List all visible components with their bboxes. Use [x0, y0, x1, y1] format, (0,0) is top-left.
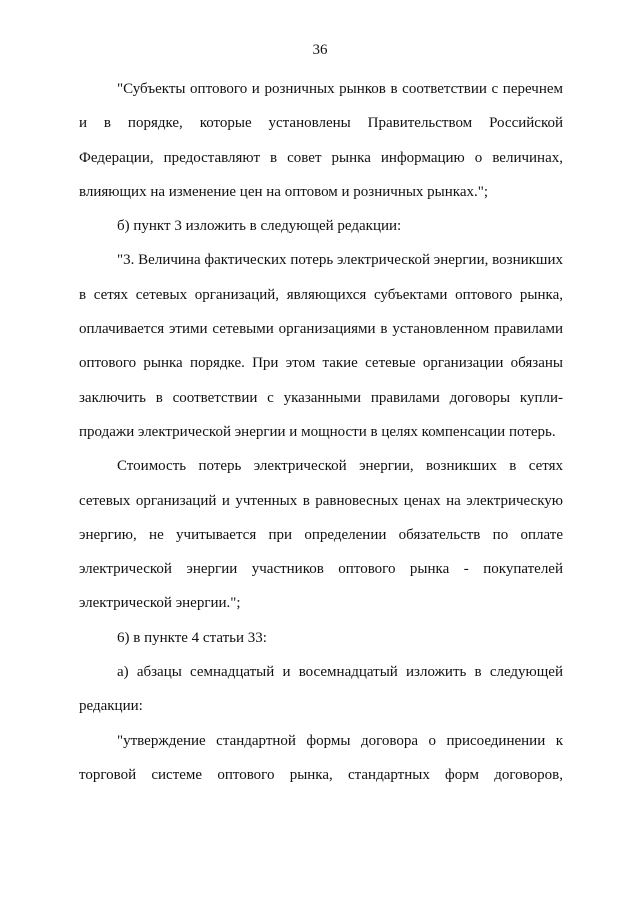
text-line: редакции:: [79, 698, 143, 715]
text-line: электрической энергии.";: [79, 595, 241, 612]
text-line: энергию, не учитывается при определении обязательств по оплате: [79, 526, 563, 543]
text-line: "утверждение стандартной формы договора о присоединении к: [117, 732, 563, 749]
text-line: 6) в пункте 4 статьи 33:: [117, 629, 267, 646]
text-line: оплачивается этими сетевыми организациями в установленном правилами: [79, 321, 563, 338]
text-line: продажи электрической энергии и мощности в целях компенсации потерь.: [79, 423, 556, 440]
text-line: и в порядке, которые установлены Правительством Российской: [79, 115, 563, 132]
paragraph: [79, 243, 563, 449]
text-line: "Субъекты оптового и розничных рынков в соответствии с перечнем: [117, 81, 563, 97]
paragraph: [79, 209, 563, 243]
text-line: а) абзацы семнадцатый и восемнадцатый изложить в следующей: [117, 664, 563, 681]
text-line: торговой системе оптового рынка, стандартных форм договоров,: [79, 766, 563, 783]
paragraph: [79, 655, 563, 724]
text-line: влияющих на изменение цен на оптовом и розничных рынках.";: [79, 183, 489, 200]
text-line: "3. Величина фактических потерь электрической энергии, возникших: [117, 252, 563, 269]
text-line: Стоимость потерь электрической энергии, возникших в сетях: [117, 458, 563, 475]
text-line: Федерации, предоставляют в совет рынка информацию о величинах,: [79, 149, 563, 166]
paragraph: [79, 724, 563, 793]
text-line: б) пункт 3 изложить в следующей редакции:: [117, 218, 402, 235]
paragraph: [79, 449, 563, 620]
paragraph: [79, 621, 563, 655]
text-line: сетевых организаций и учтенных в равновесных ценах на электрическую: [79, 492, 563, 509]
page-number: 36: [312, 42, 328, 58]
paragraph: [79, 72, 563, 209]
document-body: [79, 72, 563, 792]
text-line: заключить в соответствии с указанными правилами договоры купли-: [79, 389, 563, 406]
text-line: оптового рынка порядке. При этом такие сетевые организации обязаны: [79, 355, 563, 372]
text-line: в сетях сетевых организаций, являющихся субъектами оптового рынка,: [79, 286, 563, 303]
text-line: электрической энергии участников оптового рынка - покупателей: [79, 561, 563, 578]
